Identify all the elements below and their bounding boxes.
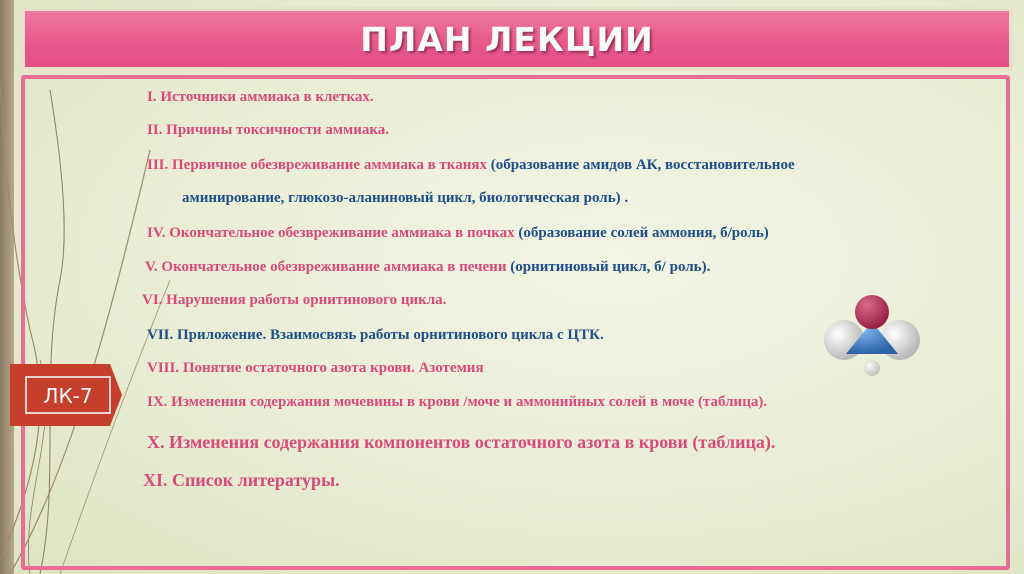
list-item-1 bbox=[147, 89, 374, 106]
list-item-3 bbox=[147, 157, 795, 174]
item-5-text: V. Окончательное обезвреживание аммиака в печени bbox=[145, 259, 511, 275]
page-title: ПЛАН ЛЕКЦИИ bbox=[360, 19, 654, 59]
list-item-2 bbox=[147, 122, 389, 139]
list-item-7 bbox=[147, 327, 604, 344]
ammonia-molecule-icon bbox=[824, 294, 920, 376]
list-item-9 bbox=[147, 394, 767, 411]
item-4-text: IV. Окончательное обезвреживание аммиака в почках bbox=[147, 225, 519, 241]
item-1-text: I. Источники аммиака в клетках. bbox=[147, 89, 374, 105]
title-banner bbox=[21, 7, 1013, 71]
list-item-11 bbox=[143, 470, 340, 491]
list-item-4 bbox=[147, 225, 769, 242]
item-9-text: IX. Изменения содержания мочевины в крови /моче и аммонийных солей в моче (таблица). bbox=[147, 394, 768, 410]
item-8-text: VIII. Понятие остаточного азота крови. Азотемия bbox=[147, 360, 484, 376]
item-3-detail-cont: аминирование, глюкозо-аланиновый цикл, биологическая роль) . bbox=[182, 190, 629, 206]
item-3-text: III. Первичное обезвреживание аммиака в тканях bbox=[147, 157, 491, 173]
item-11-text: XI. Список литературы. bbox=[143, 470, 340, 490]
list-item-6 bbox=[142, 292, 446, 309]
list-item-8 bbox=[147, 360, 484, 377]
list-item-10 bbox=[147, 432, 775, 453]
item-3-detail: (образование амидов АК, восстановительное bbox=[490, 157, 795, 173]
lecture-badge: ЛК-7 bbox=[43, 384, 93, 408]
item-10-text: X. Изменения содержания компонентов остаточного азота в крови (таблица). bbox=[147, 432, 776, 452]
item-5-detail: (орнитиновый цикл, б/ роль). bbox=[510, 259, 711, 275]
item-4-detail: (образование солей аммония, б/роль) bbox=[518, 225, 769, 241]
list-item-5 bbox=[145, 259, 710, 276]
item-6-text: VI. Нарушения работы орнитинового цикла. bbox=[142, 292, 447, 308]
list-item-3-cont bbox=[182, 190, 628, 207]
item-7-text: VII. Приложение. Взаимосвязь работы орнитинового цикла с ЦТК. bbox=[147, 327, 604, 343]
item-2-text: II. Причины токсичности аммиака. bbox=[147, 122, 390, 138]
